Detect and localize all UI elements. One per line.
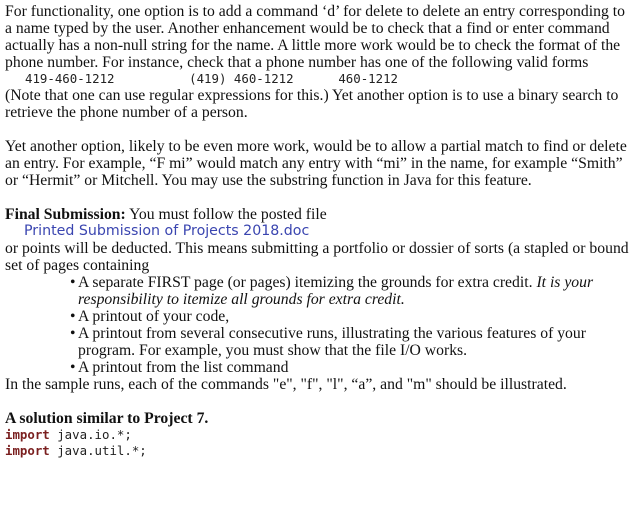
document-page xyxy=(5,3,629,459)
bullet-text: A printout of your code, xyxy=(78,308,230,325)
phone-form-3: 460-1212 xyxy=(338,71,399,86)
bullet-icon: • xyxy=(70,308,76,325)
submission-requirements-list xyxy=(5,274,629,376)
bullet-text: A printout from the list command xyxy=(78,359,289,376)
bullet-icon: • xyxy=(70,325,76,342)
list-item xyxy=(56,359,629,376)
phone-form-2: (419) 460-1212 xyxy=(189,71,294,86)
sample-runs-note: In the sample runs, each of the commands "e", "f", "l", “a”, and "m" should be illustrated. xyxy=(5,376,567,393)
phone-form-1: 419-460-1212 xyxy=(25,71,115,86)
phone-format-examples xyxy=(5,71,629,87)
paragraph-regex-note: (Note that one can use regular expressions for this.) Yet another option is to use a binary search to retrieve the phone number of a person. xyxy=(5,87,619,121)
list-item xyxy=(56,308,629,325)
bullet-text: A separate FIRST page (or pages) itemizing the grounds for extra credit. xyxy=(78,274,537,291)
final-submission-lead: You must follow the posted file xyxy=(129,206,327,223)
solution-heading: A solution similar to Project 7. xyxy=(5,410,209,427)
code-block xyxy=(5,427,629,459)
code-rest: java.io.*; xyxy=(49,427,132,442)
list-item xyxy=(56,325,629,359)
final-submission-after: or points will be deducted. This means submitting a portfolio or dossier of sorts (a stapled or bound set of pages containing xyxy=(5,240,629,274)
code-rest: java.util.*; xyxy=(49,443,147,458)
final-submission-heading: Final Submission: xyxy=(5,206,126,223)
bullet-icon: • xyxy=(70,274,76,291)
bullet-icon: • xyxy=(70,359,76,376)
code-line xyxy=(5,427,629,443)
code-keyword: import xyxy=(5,427,50,442)
code-line xyxy=(5,443,629,459)
final-submission-line xyxy=(5,206,629,223)
submission-file-link[interactable]: Printed Submission of Projects 2018.doc xyxy=(24,223,310,239)
code-keyword: import xyxy=(5,443,50,458)
bullet-text: A printout from several consecutive runs, illustrating the various features of your program. For example, you must show that the file I/O works. xyxy=(78,325,586,359)
paragraph-partial-match: Yet another option, likely to be even more work, would be to allow a partial match to find or delete an entry. For example, “F mi” would match any entry with “mi” in the name, for example “Smith” or “Hermit” or Mitchell. You may use the substring function in Java for this feature. xyxy=(5,138,627,189)
paragraph-functionality: For functionality, one option is to add a command ‘d’ for delete to delete an entry corresponding to a name typed by the user. Another enhancement would be to check that a find or enter command actually has a non-null string for the name. A little more work would be to check the format of the phone number. For instance, check that a phone number has one of the following valid forms xyxy=(5,3,625,71)
bullet-italic: It is your responsibility to itemize all grounds for extra credit. xyxy=(78,274,594,308)
list-item xyxy=(56,274,629,308)
